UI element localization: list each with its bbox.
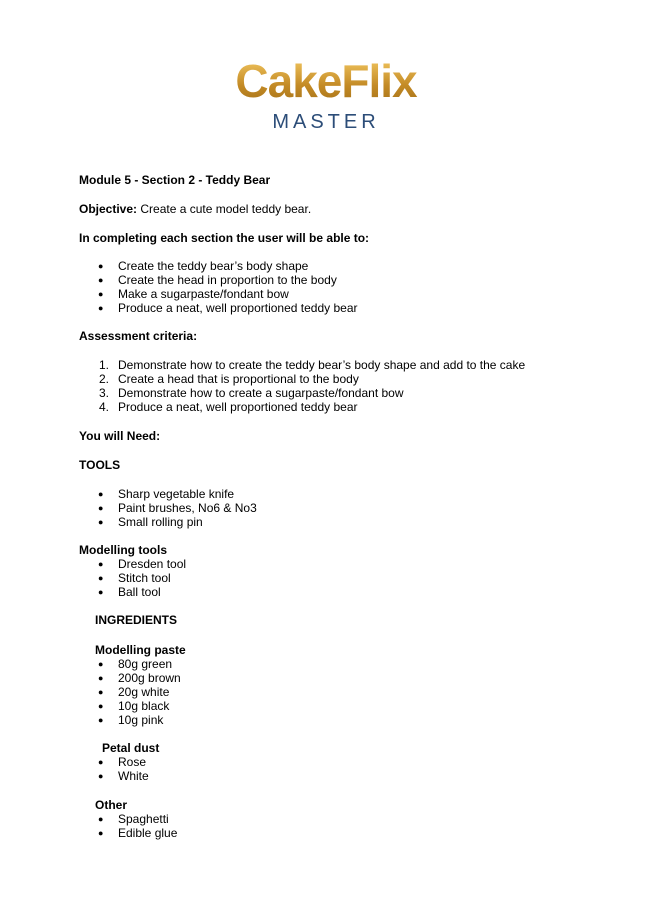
list-item-text: Stitch tool bbox=[118, 571, 171, 585]
list-item-text: Create the head in proportion to the body bbox=[118, 273, 337, 287]
modelling-tools-heading: Modelling tools bbox=[79, 543, 167, 557]
list-item-text: Ball tool bbox=[118, 585, 161, 599]
list-item-text: Paint brushes, No6 & No3 bbox=[118, 501, 257, 515]
list-item-text: Small rolling pin bbox=[118, 515, 203, 529]
modelling-paste-heading: Modelling paste bbox=[95, 643, 186, 657]
list-item-text: Dresden tool bbox=[118, 557, 187, 571]
bullet-icon: ● bbox=[98, 715, 104, 725]
list-number: 2. bbox=[99, 372, 110, 386]
objective bbox=[79, 202, 311, 216]
list-item-text: Create the teddy bear’s body shape bbox=[118, 259, 309, 273]
list-item-text: Create a head that is proportional to the body bbox=[118, 372, 359, 386]
bullet-icon: ● bbox=[98, 559, 104, 569]
bullet-icon: ● bbox=[98, 673, 104, 683]
bullet-icon: ● bbox=[98, 757, 104, 767]
bullet-icon: ● bbox=[98, 771, 104, 781]
cakeflix-logo: CakeFlix bbox=[0, 58, 652, 104]
list-item-text: Sharp vegetable knife bbox=[118, 487, 235, 501]
list-item-text: Spaghetti bbox=[118, 812, 169, 826]
other-heading: Other bbox=[95, 798, 128, 812]
module-title: Module 5 - Section 2 - Teddy Bear bbox=[79, 173, 271, 187]
tools-heading: TOOLS bbox=[79, 458, 121, 472]
list-number: 3. bbox=[99, 386, 110, 400]
bullet-icon: ● bbox=[98, 701, 104, 711]
list-item-text: White bbox=[118, 769, 149, 783]
list-item-text: Edible glue bbox=[118, 826, 178, 840]
bullet-icon: ● bbox=[98, 261, 104, 271]
petal-dust-heading: Petal dust bbox=[102, 741, 160, 755]
list-item-text: 20g white bbox=[118, 685, 170, 699]
bullet-icon: ● bbox=[98, 573, 104, 583]
bullet-icon: ● bbox=[98, 503, 104, 513]
list-item-text: Demonstrate how to create the teddy bear’s body shape and add to the cake bbox=[118, 358, 526, 372]
bullet-icon: ● bbox=[98, 275, 104, 285]
you-will-need-heading: You will Need: bbox=[79, 429, 161, 443]
list-number: 1. bbox=[99, 358, 110, 372]
list-number: 4. bbox=[99, 400, 110, 414]
bullet-icon: ● bbox=[98, 303, 104, 313]
objective-label: Objective: bbox=[79, 202, 138, 216]
bullet-icon: ● bbox=[98, 687, 104, 697]
assessment-heading: Assessment criteria: bbox=[79, 329, 198, 343]
list-item-text: Rose bbox=[118, 755, 147, 769]
bullet-icon: ● bbox=[98, 587, 104, 597]
bullet-icon: ● bbox=[98, 489, 104, 499]
bullet-icon: ● bbox=[98, 289, 104, 299]
bullet-icon: ● bbox=[98, 828, 104, 838]
list-item-text: 200g brown bbox=[118, 671, 181, 685]
list-item-text: Produce a neat, well proportioned teddy bear bbox=[118, 301, 358, 315]
outcomes-heading: In completing each section the user will be able to: bbox=[79, 231, 370, 245]
ingredients-heading: INGREDIENTS bbox=[95, 613, 178, 627]
list-item-text: Make a sugarpaste/fondant bow bbox=[118, 287, 289, 301]
list-item-text: 10g pink bbox=[118, 713, 164, 727]
bullet-icon: ● bbox=[98, 814, 104, 824]
bullet-icon: ● bbox=[98, 659, 104, 669]
objective-text: Create a cute model teddy bear. bbox=[140, 202, 312, 216]
list-item-text: Demonstrate how to create a sugarpaste/fondant bow bbox=[118, 386, 404, 400]
list-item-text: 80g green bbox=[118, 657, 173, 671]
list-item-text: Produce a neat, well proportioned teddy bear bbox=[118, 400, 358, 414]
list-item-text: 10g black bbox=[118, 699, 170, 713]
logo-subtitle: MASTER bbox=[272, 111, 380, 133]
bullet-icon: ● bbox=[98, 517, 104, 527]
